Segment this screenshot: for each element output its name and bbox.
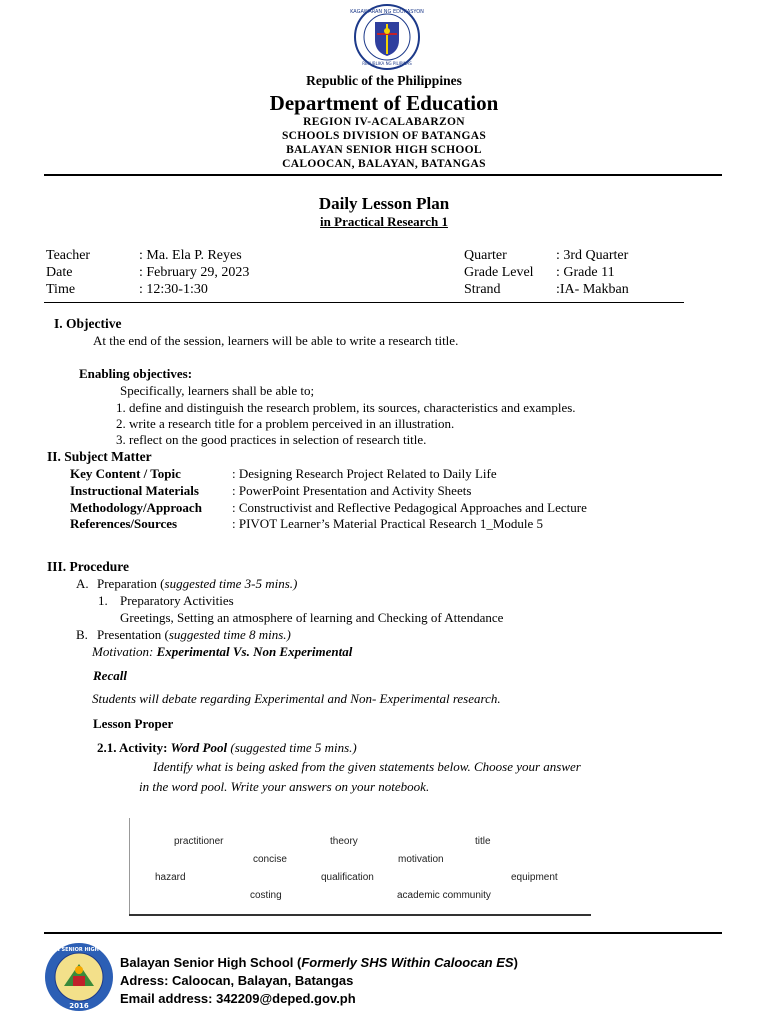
activity-label: 2.1. Activity: [97, 740, 171, 755]
plan-subtitle: in Practical Research 1 [320, 214, 448, 229]
key-content-label: Key Content / Topic [70, 466, 181, 481]
activity-name: Word Pool [170, 740, 228, 755]
step-b-title: Presentation ( [97, 627, 169, 642]
info-divider [44, 302, 684, 303]
step-a1-detail: Greetings, Setting an atmosphere of learning and Checking of Attendance [120, 610, 504, 625]
motivation-line [92, 644, 352, 660]
school-logo-year: 2016 [69, 1002, 89, 1010]
instructional-materials-label: Instructional Materials [70, 483, 199, 498]
footer-email: Email address: 342209@deped.gov.ph [120, 991, 356, 1006]
division-line: SCHOOLS DIVISION OF BATANGAS [281, 130, 487, 142]
word-pool-item: title [475, 836, 491, 847]
step-a-time: suggested time 3-5 mins.) [164, 576, 298, 591]
grade-level-label: Grade Level [464, 265, 534, 280]
step-a1-text: Preparatory Activities [120, 593, 234, 608]
footer-school: Balayan Senior High School ( [120, 955, 302, 970]
activity-instructions-2: in the word pool. Write your answers on your notebook. [139, 779, 430, 794]
deped-seal-logo [350, 4, 424, 70]
teacher-value: : Ma. Ela P. Reyes [139, 248, 242, 263]
footer-divider [44, 932, 722, 934]
date-value: : February 29, 2023 [139, 265, 250, 280]
word-pool-item: equipment [511, 872, 558, 883]
school-logo-text: BALAYAN SENIOR HIGH SCHOOL [34, 947, 124, 953]
quarter-label: Quarter [464, 248, 507, 263]
activity-instructions-1: Identify what is being asked from the given statements below. Choose your answer [153, 759, 581, 774]
word-pool-bottom-border [129, 914, 591, 916]
strand-value: :IA- Makban [556, 282, 629, 297]
step-b-text [97, 627, 291, 643]
activity-time: (suggested time 5 mins.) [227, 740, 357, 755]
seal-text: KAGAWARAN NG EDUKASYON [350, 9, 424, 15]
footer-school-name [120, 955, 518, 970]
procedure-heading: III. Procedure [47, 559, 129, 574]
footer-school-former: Formerly SHS Within Caloocan ES [301, 955, 514, 970]
references-value: : PIVOT Learner’s Material Practical Research 1_Module 5 [232, 516, 544, 531]
key-content-value: : Designing Research Project Related to Daily Life [232, 466, 497, 481]
footer-address: Adress: Caloocan, Balayan, Batangas [120, 973, 354, 988]
activity-line [97, 740, 357, 756]
methodology-label: Methodology/Approach [70, 500, 202, 515]
time-label: Time [46, 282, 76, 297]
enabling-objectives-heading: Enabling objectives: [79, 366, 193, 381]
strand-label: Strand [464, 282, 501, 297]
enabling-intro: Specifically, learners shall be able to; [120, 383, 315, 398]
references-label: References/Sources [70, 516, 178, 531]
step-a-title: Preparation ( [97, 576, 165, 591]
word-pool-item: practitioner [174, 836, 224, 847]
republic-heading: Republic of the Philippines [306, 73, 462, 88]
objective-text: At the end of the session, learners will be able to write a research title. [93, 333, 459, 348]
footer-school-close: ) [513, 955, 518, 970]
department-heading: Department of Education [269, 91, 499, 115]
teacher-label: Teacher [46, 248, 91, 263]
grade-level-value: : Grade 11 [556, 265, 615, 280]
word-pool-left-border [129, 818, 130, 916]
step-b-time: suggested time 8 mins.) [168, 627, 291, 642]
word-pool-item: theory [330, 836, 358, 847]
word-pool-box [129, 818, 591, 916]
step-b-label: B. [76, 627, 88, 642]
time-value: : 12:30-1:30 [139, 282, 208, 297]
header-divider [44, 174, 722, 176]
objective-heading: I. Objective [54, 316, 122, 331]
word-pool-item: academic community [397, 890, 491, 901]
methodology-value: : Constructivist and Reflective Pedagogical Approaches and Lecture [232, 500, 587, 515]
instructional-materials-value: : PowerPoint Presentation and Activity Sheets [232, 483, 472, 498]
word-pool-item: motivation [398, 854, 444, 865]
motivation-label: Motivation: [92, 644, 157, 659]
motivation-value: Experimental Vs. Non Experimental [156, 644, 353, 659]
school-line: BALAYAN SENIOR HIGH SCHOOL [286, 144, 482, 156]
word-pool-item: qualification [321, 872, 374, 883]
step-a1-label: 1. [98, 593, 108, 608]
recall-heading: Recall [93, 668, 127, 683]
enabling-item-2: 2. write a research title for a problem perceived in an illustration. [116, 416, 455, 431]
step-a-label: A. [76, 576, 89, 591]
lesson-proper-heading: Lesson Proper [93, 716, 174, 731]
quarter-value: : 3rd Quarter [556, 248, 629, 263]
date-label: Date [46, 265, 73, 280]
plan-title: Daily Lesson Plan [318, 194, 450, 213]
word-pool-item: concise [253, 854, 287, 865]
step-a-text [97, 576, 297, 592]
enabling-item-1: 1. define and distinguish the research problem, its sources, characteristics and examples. [116, 400, 576, 415]
school-logo [34, 942, 124, 1012]
seal-text-bottom: REPUBLIKA NG PILIPINAS [362, 61, 412, 66]
word-pool-item: hazard [155, 872, 186, 883]
region-line: REGION IV-ACALABARZON [303, 116, 465, 128]
enabling-item-3: 3. reflect on the good practices in selection of research title. [116, 432, 427, 447]
subject-matter-heading: II. Subject Matter [47, 449, 152, 464]
word-pool-item: costing [250, 890, 282, 901]
recall-text: Students will debate regarding Experimental and Non- Experimental research. [92, 691, 501, 706]
address-line: CALOOCAN, BALAYAN, BATANGAS [282, 158, 486, 170]
